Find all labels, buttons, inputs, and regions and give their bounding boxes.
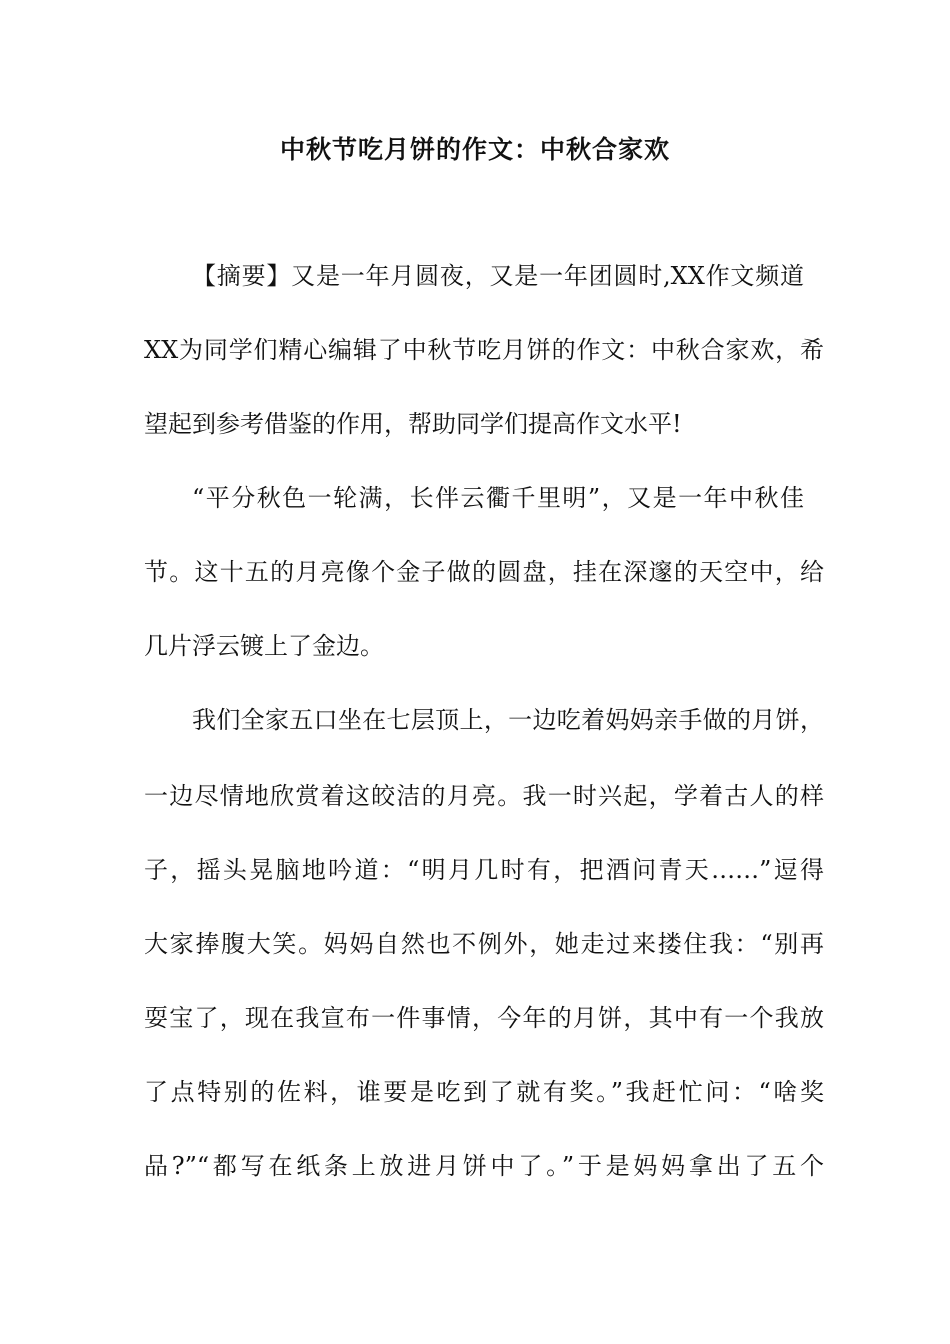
paragraph-3-line-7: 品?”“都写在纸条上放进月饼中了。”于是妈妈拿出了五个 xyxy=(144,1152,824,1180)
paragraph-3-line-5: 耍宝了，现在我宣布一件事情，今年的月饼，其中有一个我放 xyxy=(144,1004,824,1032)
paragraph-3-line-2: 一边尽情地欣赏着这皎洁的月亮。我一时兴起，学着古人的样 xyxy=(144,782,824,810)
paragraph-3-line-3: 子，摇头晃脑地吟道：“明月几时有，把酒问青天……”逗得 xyxy=(144,856,824,884)
paragraph-2-line-2: 节。这十五的月亮像个金子做的圆盘，挂在深邃的天空中，给 xyxy=(144,558,824,586)
paragraph-3-line-6: 了点特别的佐料，谁要是吃到了就有奖。”我赶忙问：“啥奖 xyxy=(144,1078,824,1106)
paragraph-1-line-2: XX为同学们精心编辑了中秋节吃月饼的作文：中秋合家欢，希 xyxy=(144,336,824,364)
paragraph-1-line-1: 【摘要】又是一年月圆夜，又是一年团圆时,XX作文频道 xyxy=(192,262,804,290)
paragraph-2-line-3: 几片浮云镀上了金边。 xyxy=(144,632,384,660)
paragraph-3-line-1: 我们全家五口坐在七层顶上，一边吃着妈妈亲手做的月饼， xyxy=(192,706,824,734)
paragraph-2-line-1: “平分秋色一轮满，长伴云衢千里明”，又是一年中秋佳 xyxy=(192,484,804,512)
paragraph-1-line-3: 望起到参考借鉴的作用，帮助同学们提高作文水平! xyxy=(144,410,682,438)
document-title: 中秋节吃月饼的作文：中秋合家欢 xyxy=(279,135,670,164)
paragraph-3-line-4: 大家捧腹大笑。妈妈自然也不例外，她走过来搂住我：“别再 xyxy=(144,930,824,958)
